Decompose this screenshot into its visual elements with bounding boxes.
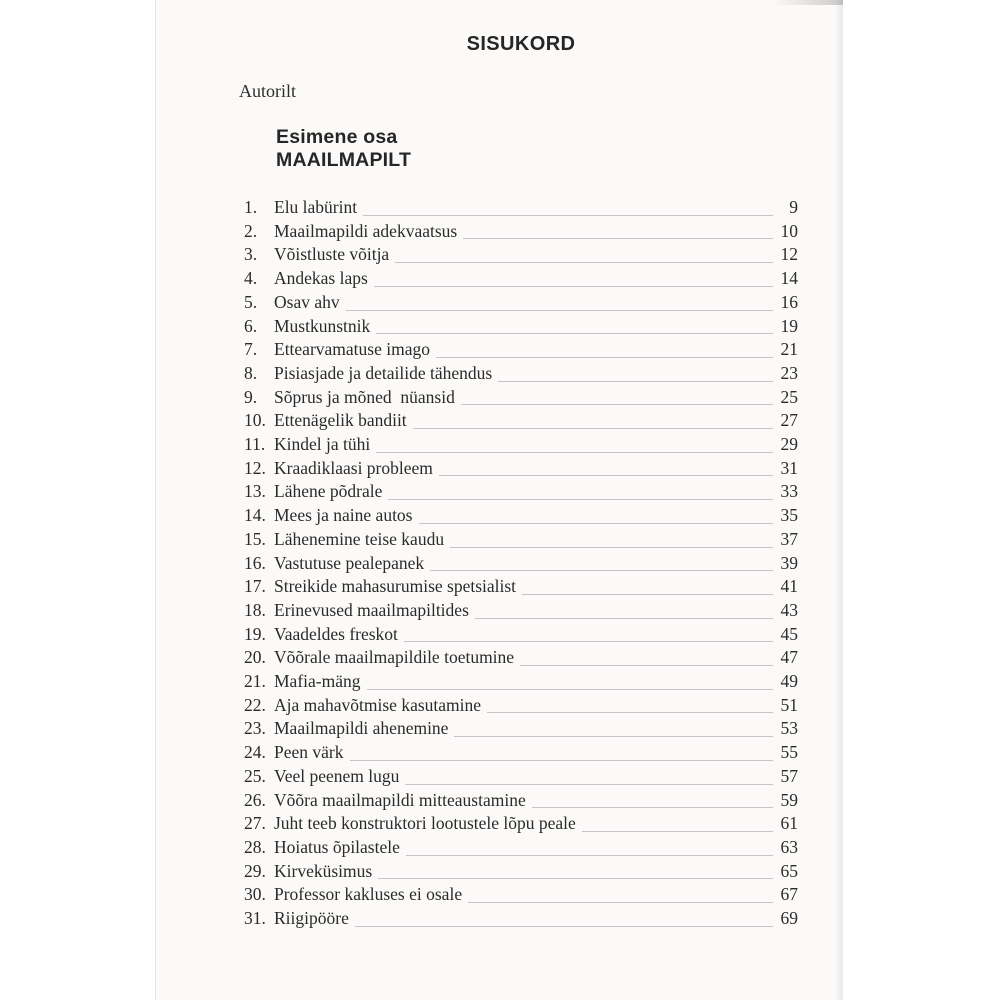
toc-title: Juht teeb konstruktori lootustele lõpu peale xyxy=(274,813,576,834)
toc-row xyxy=(244,741,798,765)
toc-number: 30. xyxy=(244,884,266,905)
toc-row xyxy=(244,338,798,362)
toc-page-number: 33 xyxy=(780,481,798,502)
toc-leader xyxy=(355,926,773,927)
toc-row xyxy=(244,623,798,647)
toc-title: Riigipööre xyxy=(274,908,349,929)
toc-page-number: 10 xyxy=(780,220,798,241)
toc-row xyxy=(244,765,798,789)
author-line: Autorilt xyxy=(239,81,296,101)
toc-number: 26. xyxy=(244,789,266,810)
toc-number: 8. xyxy=(244,362,258,383)
toc-row xyxy=(244,504,798,528)
toc-page-number: 41 xyxy=(780,576,798,597)
toc-row xyxy=(244,552,798,576)
toc-leader xyxy=(406,855,773,856)
toc-row xyxy=(244,457,798,481)
toc-title: Vastutuse pealepanek xyxy=(274,552,425,573)
toc-number: 21. xyxy=(244,671,266,692)
toc-leader xyxy=(532,807,773,808)
toc-title: Maailmapildi adekvaatsus xyxy=(274,220,458,241)
toc-row xyxy=(244,907,798,931)
toc-title: Kraadiklaasi probleem xyxy=(274,457,433,478)
toc-page-number: 37 xyxy=(780,528,798,549)
toc-leader xyxy=(436,357,773,358)
toc-page-number: 25 xyxy=(780,386,798,407)
toc-title: Võõra maailmapildi mitteaustamine xyxy=(274,789,526,810)
toc-leader xyxy=(395,262,773,263)
toc-row xyxy=(244,860,798,884)
toc-row xyxy=(244,480,798,504)
toc-row xyxy=(244,646,798,670)
toc-title: Elu labürint xyxy=(274,197,358,217)
toc-row xyxy=(244,386,798,410)
toc-page-number: 29 xyxy=(780,434,798,455)
toc-page-number: 63 xyxy=(780,836,798,857)
toc-leader xyxy=(405,784,773,785)
toc-title: Mees ja naine autos xyxy=(274,505,413,526)
toc-page-number: 55 xyxy=(780,742,798,763)
toc-title: Võõrale maailmapildile toetumine xyxy=(274,647,515,668)
toc-number: 29. xyxy=(244,860,266,881)
toc-number: 4. xyxy=(244,268,258,289)
toc-number: 28. xyxy=(244,836,266,857)
toc-leader xyxy=(430,570,773,571)
toc-number: 13. xyxy=(244,481,266,502)
toc-page-number: 47 xyxy=(780,647,798,668)
toc-page-number: 35 xyxy=(780,505,798,526)
toc-leader xyxy=(404,641,773,642)
toc-row xyxy=(244,670,798,694)
toc-page-number: 61 xyxy=(780,813,798,834)
toc-leader xyxy=(388,499,773,500)
toc-leader xyxy=(376,333,773,334)
toc-title: Andekas laps xyxy=(274,268,368,289)
toc-page-number: 27 xyxy=(780,410,798,431)
toc-number: 7. xyxy=(244,339,258,360)
toc-row xyxy=(244,836,798,860)
toc-title: Professor kakluses ei osale xyxy=(274,884,463,905)
toc-title: Ettearvamatuse imago xyxy=(274,339,430,360)
toc-page-number: 39 xyxy=(780,552,798,573)
toc-number: 27. xyxy=(244,813,266,834)
toc-leader xyxy=(487,712,773,713)
toc-title: Võistluste võitja xyxy=(274,244,390,265)
toc-page-number: 9 xyxy=(789,197,798,217)
toc-page-number: 45 xyxy=(780,623,798,644)
toc-number: 9. xyxy=(244,386,258,407)
toc-title: Veel peenem lugu xyxy=(274,765,400,786)
toc-page-number: 21 xyxy=(780,339,798,360)
toc-leader xyxy=(582,831,773,832)
scan-smudge xyxy=(773,0,843,5)
part-heading xyxy=(276,126,411,172)
toc-row xyxy=(244,243,798,267)
toc-row xyxy=(244,433,798,457)
toc-page-number: 43 xyxy=(780,599,798,620)
toc-row xyxy=(244,220,798,244)
toc-title: Mustkunstnik xyxy=(274,315,371,336)
toc-row xyxy=(244,694,798,718)
toc-page-number: 65 xyxy=(780,860,798,881)
toc-page-number: 16 xyxy=(780,291,798,312)
toc-leader xyxy=(413,428,773,429)
toc-leader xyxy=(468,902,773,903)
toc-leader xyxy=(346,310,773,311)
toc-number: 24. xyxy=(244,742,266,763)
toc-leader xyxy=(419,523,774,524)
toc-row xyxy=(244,575,798,599)
toc-leader xyxy=(461,404,773,405)
toc-row xyxy=(244,883,798,907)
toc-leader xyxy=(363,215,773,216)
toc-row xyxy=(244,528,798,552)
toc-page-number: 51 xyxy=(780,694,798,715)
toc-list xyxy=(244,196,798,931)
toc-page-number: 14 xyxy=(780,268,798,289)
toc-leader xyxy=(374,286,773,287)
toc-number: 18. xyxy=(244,599,266,620)
toc-number: 23. xyxy=(244,718,266,739)
toc-title: Vaadeldes freskot xyxy=(274,623,398,644)
toc-leader xyxy=(367,689,774,690)
toc-row xyxy=(244,409,798,433)
toc-title: Mafia-mäng xyxy=(274,671,361,692)
toc-number: 2. xyxy=(244,220,258,241)
toc-leader xyxy=(498,381,773,382)
toc-row xyxy=(244,196,798,220)
toc-title: Lähene põdrale xyxy=(274,481,383,502)
toc-title: Ettenägelik bandiit xyxy=(274,410,407,431)
toc-number: 19. xyxy=(244,623,266,644)
toc-leader xyxy=(522,594,773,595)
toc-title: Aja mahavõtmise kasutamine xyxy=(274,694,482,715)
toc-title: Streikide mahasurumise spetsialist xyxy=(274,576,517,597)
toc-title: Pisiasjade ja detailide tähendus xyxy=(274,362,493,383)
toc-leader xyxy=(350,760,774,761)
toc-title: Sõprus ja mõned nüansid xyxy=(274,386,455,407)
toc-leader xyxy=(454,736,773,737)
toc-row xyxy=(244,789,798,813)
toc-number: 1. xyxy=(244,197,258,217)
toc-number: 16. xyxy=(244,552,266,573)
toc-row xyxy=(244,717,798,741)
toc-page-number: 67 xyxy=(780,884,798,905)
toc-title: Hoiatus õpilastele xyxy=(274,836,400,857)
book-page xyxy=(155,0,843,1000)
toc-page-number: 57 xyxy=(780,765,798,786)
toc-page-number: 53 xyxy=(780,718,798,739)
toc-number: 17. xyxy=(244,576,266,597)
toc-title: Peen värk xyxy=(274,742,344,763)
toc-row xyxy=(244,267,798,291)
toc-title: Lähenemine teise kaudu xyxy=(274,528,445,549)
toc-number: 20. xyxy=(244,647,266,668)
part-name: MAAILMAPILT xyxy=(276,149,412,171)
toc-page-number: 12 xyxy=(780,244,798,265)
toc-row xyxy=(244,812,798,836)
toc-row xyxy=(244,291,798,315)
toc-row xyxy=(244,599,798,623)
toc-title: Erinevused maailmapiltides xyxy=(274,599,469,620)
toc-row xyxy=(244,315,798,339)
toc-page-number: 59 xyxy=(780,789,798,810)
page-title: SISUKORD xyxy=(466,33,576,55)
toc-number: 25. xyxy=(244,765,266,786)
toc-number: 15. xyxy=(244,528,266,549)
toc-number: 12. xyxy=(244,457,266,478)
toc-number: 11. xyxy=(244,434,266,455)
toc-leader xyxy=(376,452,773,453)
toc-title: Kindel ja tühi xyxy=(274,434,371,455)
toc-title: Osav ahv xyxy=(274,291,340,312)
toc-number: 3. xyxy=(244,244,258,265)
toc-leader xyxy=(463,238,773,239)
toc-number: 10. xyxy=(244,410,266,431)
toc-leader xyxy=(475,618,773,619)
toc-title: Maailmapildi ahenemine xyxy=(274,718,449,739)
toc-title: Kirveküsimus xyxy=(274,860,373,881)
toc-number: 22. xyxy=(244,694,266,715)
toc-leader xyxy=(378,878,773,879)
toc-page-number: 23 xyxy=(780,362,798,383)
toc-leader xyxy=(439,475,773,476)
toc-number: 14. xyxy=(244,505,266,526)
toc-number: 6. xyxy=(244,315,258,336)
toc-leader xyxy=(520,665,773,666)
part-number-line: Esimene osa xyxy=(276,126,398,148)
toc-page-number: 69 xyxy=(780,908,798,929)
toc-leader xyxy=(450,547,773,548)
toc-page-number: 31 xyxy=(780,457,798,478)
toc-number: 5. xyxy=(244,291,258,312)
toc-page-number: 49 xyxy=(780,671,798,692)
toc-page-number: 19 xyxy=(780,315,798,336)
toc-row xyxy=(244,362,798,386)
toc-number: 31. xyxy=(244,908,266,929)
